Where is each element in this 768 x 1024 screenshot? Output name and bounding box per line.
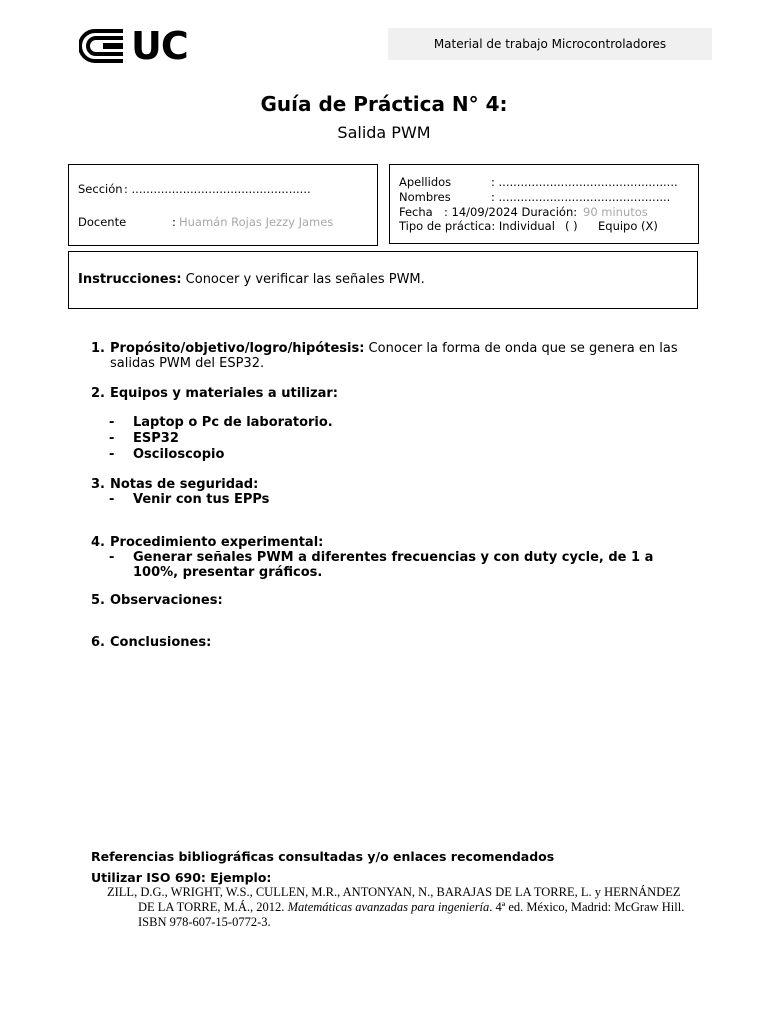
nombres-label: Nombres [399,190,451,204]
banner-text: Material de trabajo Microcontroladores [433,37,667,51]
section-number: 5. [91,593,105,608]
duracion-value: 90 minutos [583,205,648,219]
references-section [91,849,691,930]
info-box-right [389,164,699,244]
section-title: Equipos y materiales a utilizar: [110,386,339,401]
list-item: - Osciloscopio [109,447,225,462]
section-number: 3. [91,477,105,492]
section-conclusions [91,635,691,650]
equipo-option[interactable]: Equipo (X) [598,219,658,233]
uc-logo-icon [79,29,125,63]
section-number: 2. [91,386,105,401]
section-observations [91,593,691,608]
instructions-line [78,272,425,287]
section-title: Conclusiones: [110,635,212,650]
fecha-value: : 14/09/2024 Duración: [444,205,578,219]
list-item: - Venir con tus EPPs [109,492,270,507]
logo-text: UC [131,24,188,68]
page-subtitle: Salida PWM [337,123,431,142]
fecha-label: Fecha [399,205,433,219]
section-number: 1. [91,341,105,356]
section-procedure [91,535,691,550]
apellidos-value[interactable]: : ................................................. [491,175,678,189]
section-title: Observaciones: [110,593,223,608]
list-item: - ESP32 [109,431,179,446]
seccion-value[interactable]: : ................................................. [124,182,311,196]
section-purpose [91,341,691,371]
page-title: Guía de Práctica N° 4: [260,92,508,116]
instructions-box [68,251,698,309]
iso-label: Utilizar ISO 690: Ejemplo: [91,870,272,885]
list-item: - Generar señales PWM a diferentes frecuencias y con duty cycle, de 1 a 100%, presentar gráficos. [109,550,654,580]
section-safety [91,477,691,492]
section-title: Procedimiento experimental: [110,535,324,550]
list-item: - Laptop o Pc de laboratorio. [109,415,333,430]
section-equipment [91,386,691,401]
section-title: Notas de seguridad: [110,477,259,492]
uc-logo [79,24,188,68]
info-box-left [68,164,378,246]
reference-entry: ZILL, D.G., WRIGHT, W.S., CULLEN, M.R., ANTONYAN, N., BARAJAS DE LA TORRE, L. y HERNÁNDEZ DE LA TORRE, M.Á., 2012. Matemáticas avanzadas para ingeniería. 4ª ed. México, Madrid: McGraw Hill. ISBN 978-607-15-0772-3. [107,885,685,929]
nombres-value[interactable]: : ............................................... [491,190,671,204]
section-text: Conocer la forma de onda que se genera en las salidas PWM del ESP32. [110,341,678,371]
docente-label: Docente [78,215,127,229]
section-title: Propósito/objetivo/logro/hipótesis: [110,341,365,356]
references-heading: Referencias bibliográficas consultadas y/o enlaces recomendados [91,849,555,864]
practice-content [91,341,691,650]
individual-checkbox[interactable]: ( ) [565,219,578,233]
instructions-text: Conocer y verificar las señales PWM. [181,272,425,287]
instructions-label: Instrucciones: [78,272,182,287]
apellidos-label: Apellidos [399,175,452,189]
docente-value: Huamán Rojas Jezzy James [179,215,334,229]
docente-colon: : [172,215,176,229]
header-banner [388,28,712,60]
section-number: 4. [91,535,105,550]
section-number: 6. [91,635,105,650]
seccion-label: Sección [78,182,123,196]
tipo-practica-label: Tipo de práctica: Individual [399,219,555,233]
